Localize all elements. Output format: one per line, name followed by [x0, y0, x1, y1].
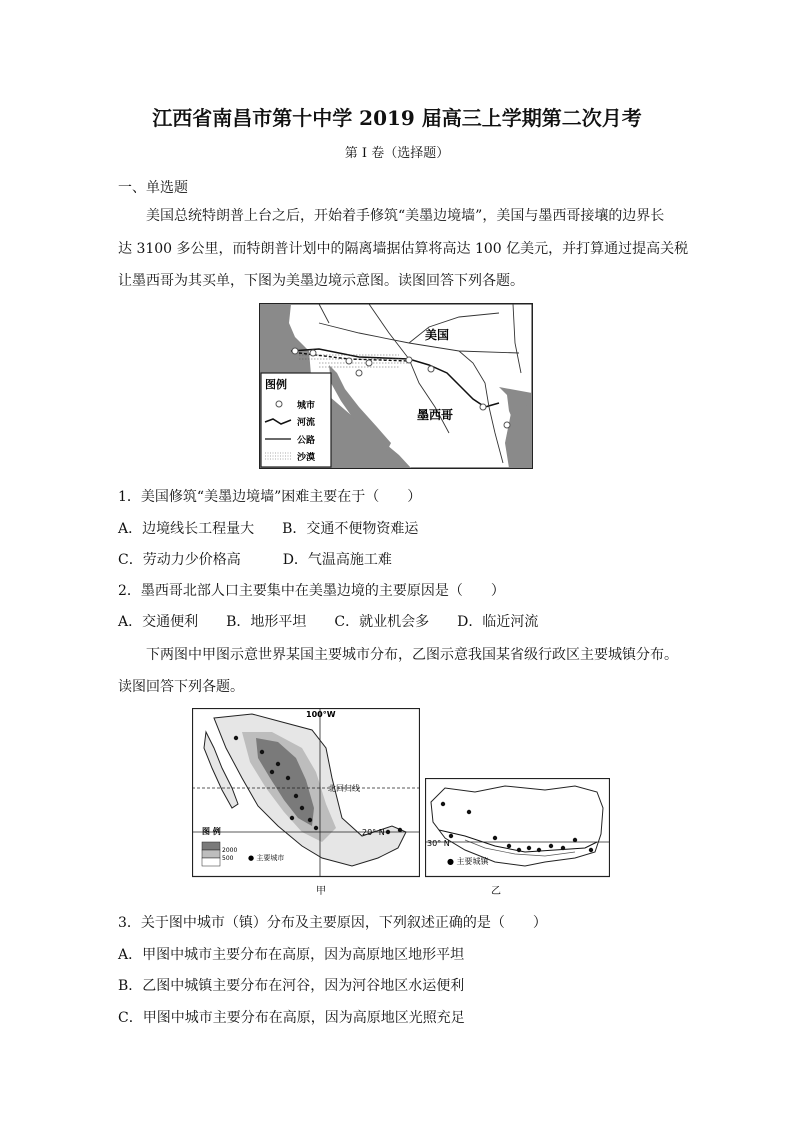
- q2-options: A．交通便利 B．地形平坦 C．就业机会多 D．临近河流: [118, 614, 539, 630]
- section-heading: 一、单选题: [118, 180, 188, 196]
- passage1-line2: 达 3100 多公里，而特朗普计划中的隔离墙据估算将高达 100 亿美元，并打算通过提高关税: [118, 241, 689, 257]
- q1-options-cd: C．劳动力少价格高 D．气温高施工难: [118, 552, 392, 568]
- q3-stem: 3．关于图中城市（镇）分布及主要原因，下列叙述正确的是（ ）: [118, 915, 547, 931]
- legend-road: 公路: [297, 436, 316, 446]
- passage2-line2: 读图回答下列各题。: [118, 679, 244, 695]
- q3-option-a: A．甲图中城市主要分布在高原，因为高原地区地形平坦: [118, 947, 465, 963]
- q3-option-c: C．甲图中城市主要分布在高原，因为高原地区光照充足: [118, 1010, 465, 1026]
- q2-stem: 2．墨西哥北部人口主要集中在美墨边境的主要原因是（ ）: [118, 583, 505, 599]
- section-subtitle: 第 I 卷（选择题）: [344, 146, 450, 161]
- legend-2000: 2000: [222, 847, 238, 854]
- us-mexico-border-map: [259, 303, 533, 469]
- caption-yi: 乙: [491, 886, 501, 897]
- legend-city: 城市: [297, 401, 316, 411]
- map1-legend-title: 图例: [265, 378, 287, 391]
- tropic-label: 北回归线: [328, 784, 360, 793]
- map-jia: [192, 708, 420, 900]
- q1-options-ab: A．边境线长工程量大 B．交通不便物资难运: [118, 521, 419, 537]
- map-yi: [425, 778, 610, 900]
- lat-30n-label: 30° N: [427, 839, 450, 848]
- jia-legend-city: ● 主要城市: [248, 854, 285, 862]
- caption-jia: 甲: [316, 886, 326, 897]
- jia-legend-title: 图 例: [202, 827, 221, 836]
- legend-river: 河流: [297, 418, 316, 428]
- passage2-line1: 下两图中甲图示意世界某国主要城市分布，乙图示意我国某省级行政区主要城镇分布。: [146, 647, 678, 663]
- passage1-line3: 让墨西哥为其买单，下图为美墨边境示意图。读图回答下列各题。: [118, 273, 524, 289]
- passage1-line1: 美国总统特朗普上台之后，开始着手修筑“美墨边境墙”，美国与墨西哥接壤的边界长: [146, 208, 665, 224]
- page-title: 江西省南昌市第十中学 2019 届高三上学期第二次月考: [152, 106, 642, 130]
- yi-legend-town: ● 主要城镇: [447, 857, 489, 866]
- lat-20n-label: 20° N: [362, 828, 385, 837]
- legend-500: 500: [222, 855, 234, 862]
- label-mexico: 墨西哥: [417, 408, 454, 422]
- q3-option-b: B．乙图中城镇主要分布在河谷，因为河谷地区水运便利: [118, 978, 465, 994]
- legend-desert: 沙漠: [297, 453, 316, 463]
- meridian-label: 100°W: [306, 710, 336, 719]
- q1-stem: 1．美国修筑“美墨边境墙”困难主要在于（ ）: [118, 489, 422, 505]
- label-usa: 美国: [425, 328, 450, 342]
